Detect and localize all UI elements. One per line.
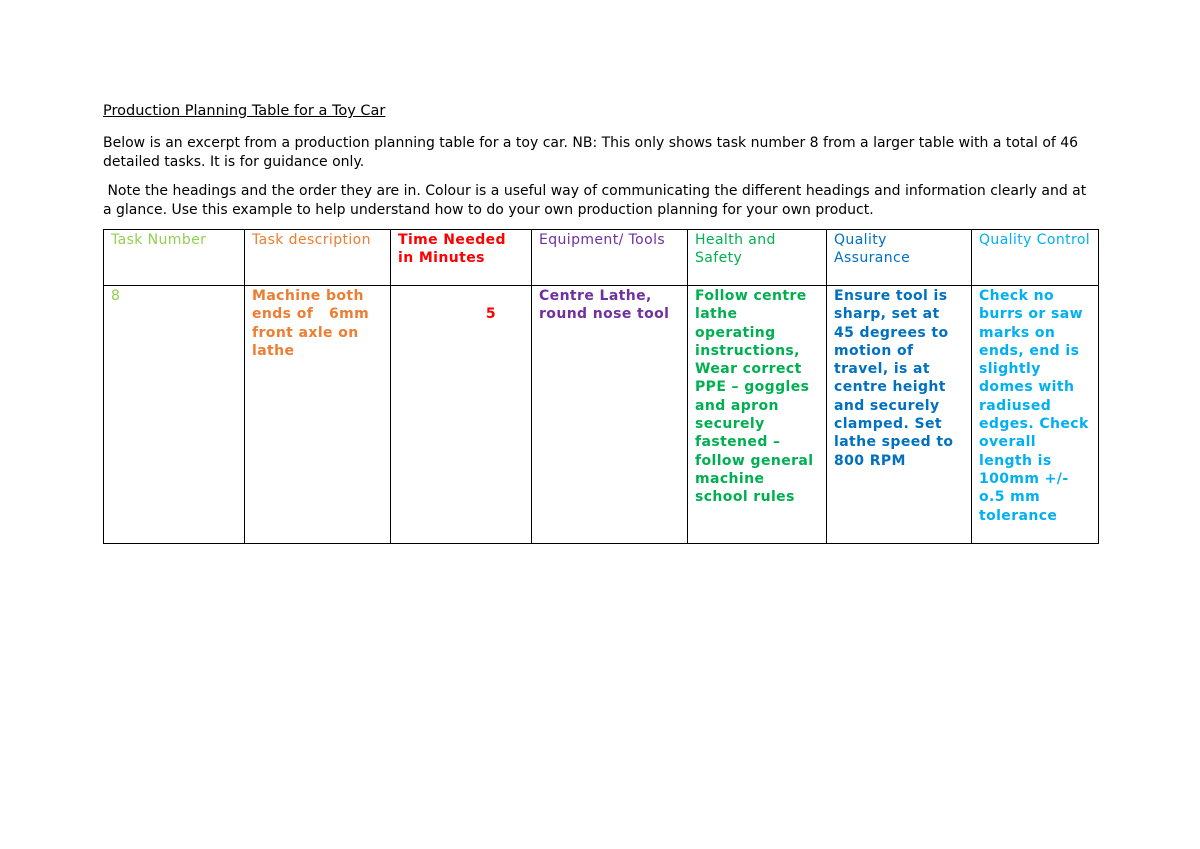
header-task-number: Task Number (104, 230, 245, 286)
cell-quality-control: Check no burrs or saw marks on ends, end is slightly domes with radiused edges. Check overall length is 100mm +/- o.5 mm tolerance (972, 286, 1099, 544)
production-planning-table (103, 229, 1099, 544)
intro-paragraph: Below is an excerpt from a production planning table for a toy car. NB: This only shows task number 8 from a larger table with a total of 46 detailed tasks. It is for guidance only. (103, 135, 1079, 170)
cell-task-description: Machine both ends of 6mm front axle on lathe (245, 286, 391, 544)
cell-task-number: 8 (104, 286, 245, 544)
header-time-needed: Time Needed in Minutes (391, 230, 532, 286)
table-header-row (104, 230, 1099, 286)
document-title: Production Planning Table for a Toy Car (103, 103, 386, 119)
cell-equipment-tools: Centre Lathe, round nose tool (532, 286, 688, 544)
header-health-safety: Health and Safety (688, 230, 827, 286)
document-page (103, 101, 1098, 544)
cell-health-safety: Follow centre lathe operating instructions, Wear correct PPE – goggles and apron securely fastened – follow general machine school rules (688, 286, 827, 544)
cell-time-needed (391, 286, 532, 544)
header-task-description: Task description (245, 230, 391, 286)
header-quality-control: Quality Control (972, 230, 1099, 286)
time-needed-value: 5 (485, 306, 496, 322)
header-equipment-tools: Equipment/ Tools (532, 230, 688, 286)
note-paragraph: Note the headings and the order they are in. Colour is a useful way of communicating the different headings and information clearly and at a glance. Use this example to help understand how to do your own production planning for your own product. (103, 183, 1091, 218)
table-row (104, 286, 1099, 544)
cell-quality-assurance: Ensure tool is sharp, set at 45 degrees to motion of travel, is at centre height and securely clamped. Set lathe speed to 800 RPM (827, 286, 972, 544)
header-quality-assurance: Quality Assurance (827, 230, 972, 286)
